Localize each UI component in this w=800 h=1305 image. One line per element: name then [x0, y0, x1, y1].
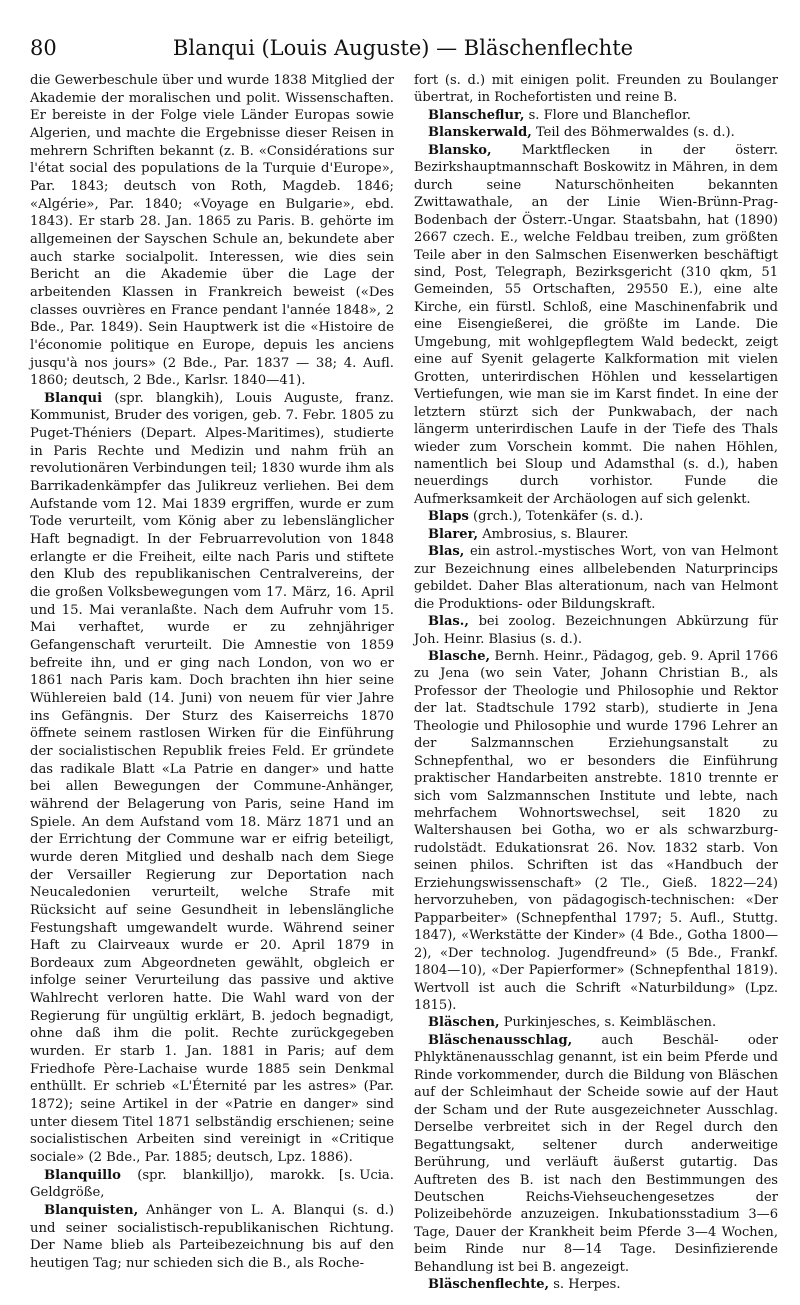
entry-text: (spr. blangkih), Louis Auguste, franz. Kommunist, Bruder des vorigen, geb. 7. Febr. 1805 zu Puget-Théniers (Depart. Alpes-Maritimes), studierte in Paris Rechte und Medizin und nahm früh an revolutionären Verbindungen teil; 1830 wurde ihm als Barrikadenkämpfer das Julikreuz verliehen. Bei dem Aufstande vom 12. Mai 1839 ergriffen, wurde er zum Tode verurteilt, vom König aber zu lebenslänglicher Haft begnadigt. In der Februarrevolution von 1848 erlangte er die Freiheit, eilte nach Paris und stiftete den Klub des republikanischen Centralvereins, der die großen Volksbewegungen vom 17. März, 16. April und 15. Mai veranlaßte. Nach dem Aufruhr vom 15. Mai verhaftet, wurde er zu zehnjähriger Gefangenschaft verurteilt. Die Amnestie von 1859 befreite ihn, und er ging nach London, von wo er 1861 nach Paris kam. Doch brachten ihn hier seine Wühlereien bald (14. Juni) von neuem für vier Jahre ins Gefängnis. Der Sturz des Kaiserreichs 1870 öffnete seinem rastlosen Wirken für die Einführung der socialistischen Republik freies Feld. Er gründete das radikale Blatt «La Patrie en danger» und hatte bei allen Bewegungen der Commune-Anhänger, während der Belagerung von Paris, seine Hand im Spiele. An dem Aufstand vom 18. März 1871 und an der Errichtung der Commune war er eifrig beteiligt, wurde deren Mitglied und deshalb nach dem Siege der Versailler Regierung zur Deportation nach Neucaledonien verurteilt, welche Strafe mit Rücksicht auf seine Gesundheit in lebenslängliche Festungshaft umgewandelt wurde. Während seiner Haft zu Clairveaux wurde er 20. April 1879 in Bordeaux zum Abgeordneten gewählt, obgleich er infolge seiner Verurteilung das passive und aktive Wahlrecht verloren hatte. Die Wahl ward von der Regierung für ungültig erklärt, B. jedoch begnadigt, ohne daß ihm die polit. Rechte zurückgegeben wurden. Er starb 1. Jan. 1881 in Paris; auf dem Friedhofe Père-Lachaise wurde 1885 sein Denkmal enthüllt. Er schrieb «L'Éternité par les astres» (Par. 1872); seine Artikel in der «Patrie en danger» sind unter diesem Titel 1871 selbständig erschienen; seine socialistischen Arbeiten sind vereinigt in «Critique sociale» (2 Bde., Par. 1885; deutsch, Lpz. 1886). [30, 390, 394, 1166]
headword: Blanscheflur, [428, 107, 525, 123]
continuation-text: die Gewerbeschule über und wurde 1838 Mitglied der Akademie der moralischen und polit. Wissenschaften. Er bereiste in der Folge viele Länder Europas sowie Algerien, und machte die Ergebnisse dieser Reisen in mehrern Schriften bekannt (z. B. «Considérations sur l'état social des populations de la Turquie d'Europe», Par. 1843; deutsch von Roth, Magdeb. 1846; «Algérie», Par. 1840; «Voyage en Bulgarie», ebd. 1843). Er starb 28. Jan. 1865 zu Paris. B. gehörte im allgemeinen der Sayschen Schule an, bekundete aber auch starke socialpolit. Interessen, wie dies sein Bericht an die Akademie über die Lage der arbeitenden Klassen in Frankreich beweist («Des classes ouvrières en France pendant l'année 1848», 2 Bde., Par. 1849). Sein Hauptwerk ist die «Histoire de l'économie politique en Europe, depuis les anciens jusqu'à nos jours» (2 Bde., Par. 1837 — 38; 4. Aufl. 1860; deutsch, 2 Bde., Karlsr. 1840—41). [30, 73, 395, 389]
entry-text: Anhänger von L. A. Blanqui (s. d.) und seiner socialistisch-republikanischen Richtung. Der Name blieb als Parteibezeichnung bis auf den heutigen Tag; nur schieden sich die B., als Roche- [30, 1203, 394, 1271]
entry-blanscheflur [414, 107, 778, 124]
entry-blaeschen [414, 1014, 778, 1031]
entry-text: bei zoolog. Bezeichnungen Abkürzung für Joh. Heinr. Blasius (s. d.). [414, 614, 778, 647]
right-column [414, 72, 778, 1294]
entry-text: (spr. blankilljo), marokk. Geldgröße, [30, 1167, 325, 1201]
page-header [30, 36, 776, 66]
entry-text: Bernh. Heinr., Pädagog, geb. 9. April 1766 zu Jena (wo sein Vater, Johann Christian B., als Professor der Theologie und Philosophie und Rektor der lat. Stadtschule 1792 starb), studierte in Jena Theologie und Philosophie und wurde 1796 Lehrer an der Salzmannschen Erziehungsanstalt zu Schnepfenthal, wo er besonders die Einführung praktischer Handarbeiten anstrebte. 1810 trennte er sich vom Salzmannschen Institute und lebte, nach mehrfachem Wohnortswechsel, seit 1820 zu Waltershausen bei Gotha, wo er als schwarzburg-rudolstädt. Edukationsrat 26. Nov. 1832 starb. Von seinen philos. Schriften ist das «Handbuch der Erziehungswissenschaft» (2 Tle., Gieß. 1822—24) hervorzuheben, von pädagogisch-technischen: «Der Papparbeiter» (Schnepfenthal 1797; 5. Aufl., Stuttg. 1847), «Werkstätte der Kinder» (4 Bde., Gotha 1800—2), «Der technolog. Jugendfreund» (5 Bde., Frankf. 1804—10), «Der Papierformer» (Schnepfenthal 1819). Wertvoll ist auch die Schrift «Naturbildung» (Lpz. 1815). [414, 648, 778, 1014]
entry-blaeschenflechte [414, 1276, 778, 1293]
headword: Blarer, [428, 526, 479, 542]
headword: Bläschen, [428, 1015, 500, 1031]
running-title: Blanqui (Louis Auguste) — Bläschenflechte [172, 36, 634, 60]
headword: Blanquisten, [44, 1203, 139, 1218]
headword: Blaps [428, 509, 469, 525]
entry-blasche [414, 648, 778, 1015]
entry-text: s. Flore und Blancheflor. [524, 107, 691, 123]
headword: Blanquillo [44, 1167, 121, 1183]
continuation-text: fort (s. d.) mit einigen polit. Freunden zu Boulanger übertrat, in Rochefortisten und reine B. [414, 73, 778, 106]
left-column [30, 72, 394, 1273]
headword: Blas., [428, 614, 469, 630]
headword: Bläschenausschlag, [428, 1032, 573, 1048]
entry-text: auch Beschäl- oder Phlyktänenausschlag genannt, ist ein beim Pferde und Rinde vorkommender, durch die Bildung von Bläschen auf der Schleimhaut der Scheide sowie auf der Haut der Scham und der Rute ausgezeichneter Ausschlag. Derselbe verbreitet sich in der Regel durch den Begattungsakt, seltener durch anderweitige Berührung, und verläuft äußerst gutartig. Das Auftreten des B. ist nach den Bestimmungen des Deutschen Reichs-Viehseuchengesetzes der Polizeibehörde anzuzeigen. Inkubationsstadium 3—6 Tage, Dauer der Krankheit beim Pferde 3—4 Wochen, beim Rinde nur 8—14 Tage. Desinfizierende Behandlung ist bei B. angezeigt. [414, 1032, 778, 1275]
entry-blaps [414, 508, 778, 525]
headword: Bläschenflechte, [428, 1277, 550, 1293]
entry-blas-abbrev [414, 613, 778, 648]
entry-blas [414, 543, 778, 613]
entry-text: Ambrosius, s. Blaurer. [478, 526, 629, 542]
entry-blansko [414, 142, 778, 509]
headword: Blanqui [44, 390, 103, 406]
headword: Blasche, [428, 648, 491, 664]
entry-text: (grch.), Totenkäfer (s. d.). [468, 509, 644, 525]
entry-text: s. Herpes. [549, 1277, 621, 1293]
entry-text: Purkinjesches, s. Keimbläschen. [499, 1015, 717, 1031]
entry-blanquisten [30, 1202, 394, 1273]
headword: Blas, [428, 544, 465, 560]
headword: Blanskerwald, [428, 125, 532, 141]
page-number: 80 [30, 36, 57, 60]
entry-blanskerwald [414, 124, 778, 141]
author-signature: [s. Ucia. [338, 1167, 394, 1183]
entry-blarer [414, 526, 778, 543]
entry-text: ein astrol.-mystisches Wort, von van Helmont zur Bezeichnung eines allbelebenden Naturprincips gebildet. Daher Blas alterationum, nach van Helmont die Produktions- oder Bildungskraft. [414, 544, 778, 612]
entry-text: Marktflecken in der österr. Bezirkshauptmannschaft Boskowitz in Mähren, in dem durch seine Naturschönheiten bekannten Zwittawathale, an der Linie Wien-Brünn-Prag-Bodenbach der Österr.-Ungar. Staatsbahn, hat (1890) 2667 czech. E., welche Feldbau treiben, zum größten Teile aber in den Salmschen Eisenwerken beschäftigt sind, Post, Telegraph, Bezirksgericht (310 qkm, 51 Gemeinden, 55 Ortschaften, 29550 E.), eine alte Kirche, ein fürstl. Schloß, eine Maschinenfabrik und eine Eisengießerei, die größte im Lande. Die Umgebung, mit wohlgepflegtem Wald bedeckt, zeigt eine auf Syenit gelagerte Kalkformation mit vielen Grotten, unterirdischen Höhlen und kesselartigen Vertiefungen, wie man sie im Karst findet. In eine der letztern stürzt sich der Punkwabach, der nach längerm unterirdischen Laufe in der Tiefe des Thals wieder zum Vorschein kommt. Die nahen Höhlen, namentlich bei Sloup und Adamsthal (s. d.), haben neuerdings durch vorhistor. Funde die Aufmerksamkeit der Archäologen auf sich gelenkt. [414, 142, 778, 507]
headword: Blansko, [428, 142, 492, 158]
entry-blaeschenausschlag [414, 1032, 778, 1276]
entry-text: Teil des Böhmerwaldes (s. d.). [531, 125, 735, 141]
